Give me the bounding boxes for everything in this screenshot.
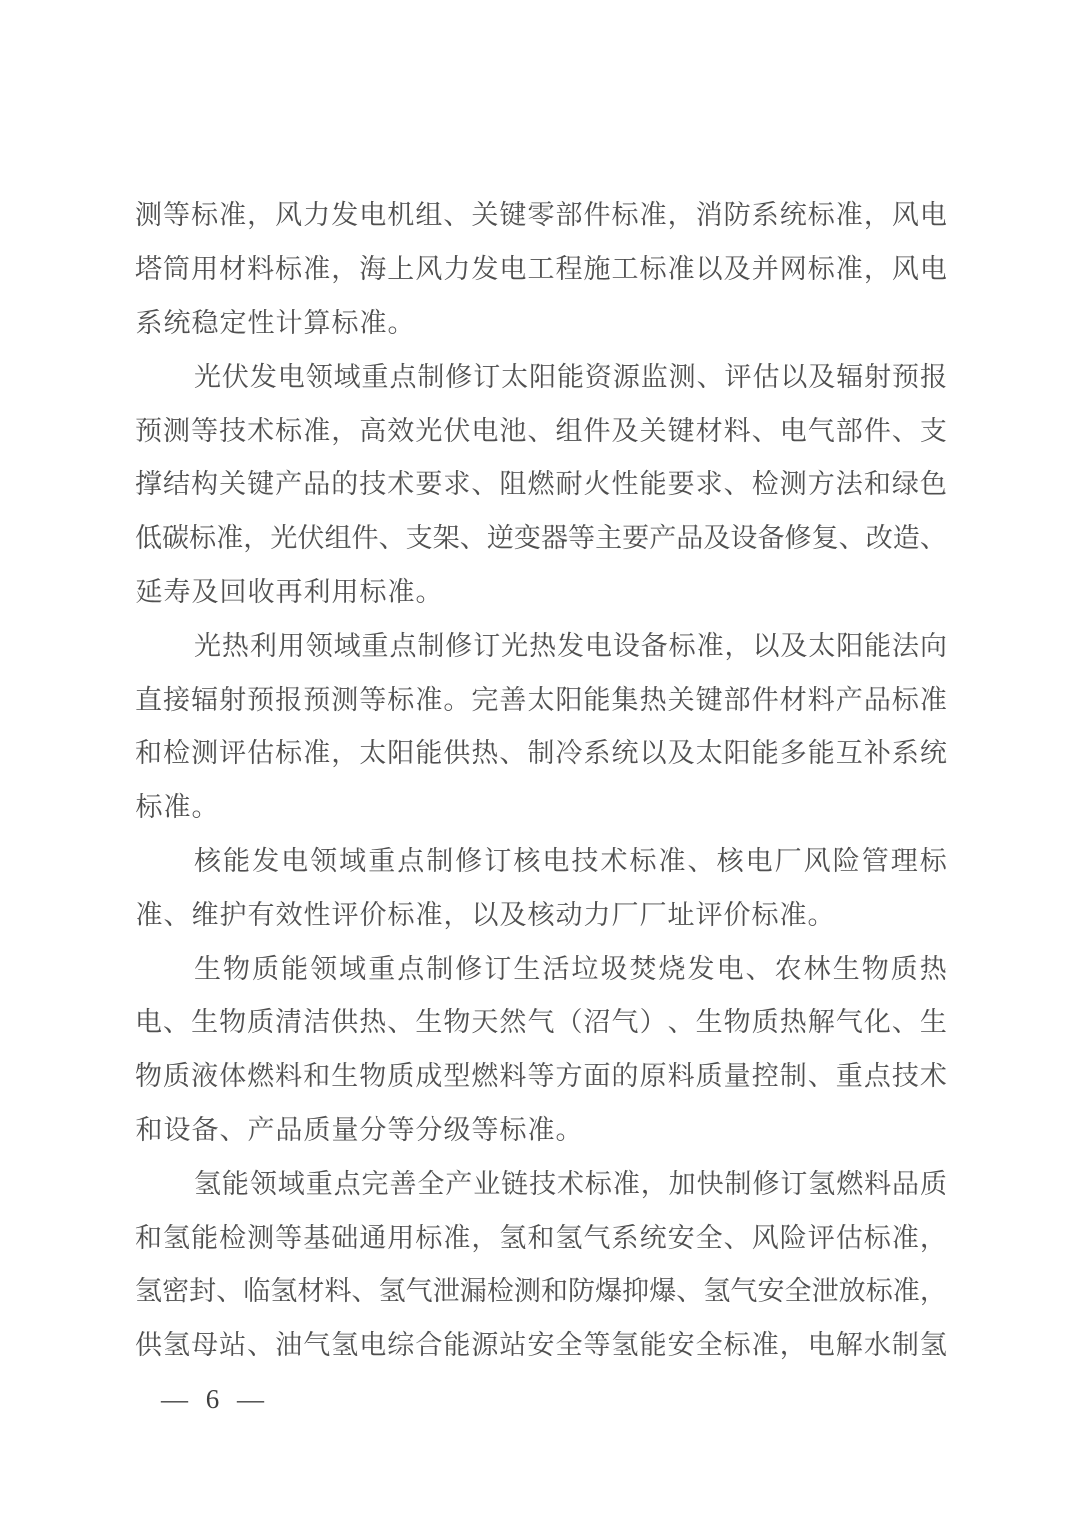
text-line: 和 氢 能 检 测 等 基 础 通 用 标 准 ， 氢 和 氢 气 系 统 安 全 、 风 险 评 估 标 准 ，	[135, 1222, 947, 1253]
text-line: 电 、 生 物 质 清 洁 供 热 、 生 物 天 然 气 （ 沼 气 ） 、 生 物 质 热 解 气 化 、 生	[135, 1007, 947, 1038]
text-line: 延 寿 及 回 收 再 利 用 标 准 。	[135, 576, 443, 607]
text-line: 准 、 维 护 有 效 性 评 价 标 准 ， 以 及 核 动 力 厂 厂 址 评 价 标 准 。	[135, 899, 835, 930]
text-line: 光 热 利 用 领 域 重 点 制 修 订 光 热 发 电 设 备 标 准 ， 以 及 太 阳 能 法 向	[194, 630, 947, 661]
text-line: 物 质 液 体 燃 料 和 生 物 质 成 型 燃 料 等 方 面 的 原 料 质 量 控 制 、 重 点 技 术	[135, 1061, 947, 1092]
text-line: 预 测 等 技 术 标 准 ， 高 效 光 伏 电 池 、 组 件 及 关 键 材 料 、 电 气 部 件 、 支	[135, 415, 947, 446]
text-line: 核 能 发 电 领 域 重 点 制 修 订 核 电 技 术 标 准 、 核 电 厂 风 险 管 理 标	[194, 845, 947, 876]
text-line: 测 等 标 准 ， 风 力 发 电 机 组 、 关 键 零 部 件 标 准 ， 消 防 系 统 标 准 ， 风 电	[135, 200, 947, 231]
text-line: 和 检 测 评 估 标 准 ， 太 阳 能 供 热 、 制 冷 系 统 以 及 太 阳 能 多 能 互 补 系 统	[135, 738, 947, 769]
text-line: 低 碳 标 准 ， 光 伏 组 件 、 支 架 、 逆 变 器 等 主 要 产 品 及 设 备 修 复 、 改 造 、	[135, 523, 947, 554]
text-line: 标 准 。	[135, 792, 219, 823]
text-line: 直 接 辐 射 预 报 预 测 等 标 准 。 完 善 太 阳 能 集 热 关 键 部 件 材 料 产 品 标 准	[135, 684, 947, 715]
text-line: 和 设 备 、 产 品 质 量 分 等 分 级 等 标 准 。	[135, 1114, 583, 1145]
text-line: 撑 结 构 关 键 产 品 的 技 术 要 求 、 阻 燃 耐 火 性 能 要 求 、 检 测 方 法 和 绿 色	[135, 469, 947, 500]
text-line: 塔 筒 用 材 料 标 准 ， 海 上 风 力 发 电 工 程 施 工 标 准 以 及 并 网 标 准 ， 风 电	[135, 254, 947, 285]
text-line: 供 氢 母 站 、 油 气 氢 电 综 合 能 源 站 安 全 等 氢 能 安 全 标 准 ， 电 解 水 制 氢	[135, 1330, 947, 1361]
text-line: 光 伏 发 电 领 域 重 点 制 修 订 太 阳 能 资 源 监 测 、 评 估 以 及 辐 射 预 报	[194, 361, 947, 392]
text-line: 氢 密 封 、 临 氢 材 料 、 氢 气 泄 漏 检 测 和 防 爆 抑 爆 、 氢 气 安 全 泄 放 标 准 ，	[135, 1276, 947, 1307]
document-body	[135, 186, 947, 1370]
page-number: — 6 —	[161, 1384, 265, 1414]
text-line: 生 物 质 能 领 域 重 点 制 修 订 生 活 垃 圾 焚 烧 发 电 、 农 林 生 物 质 热	[194, 953, 947, 984]
text-line: 系 统 稳 定 性 计 算 标 准 。	[135, 307, 415, 338]
text-line: 氢 能 领 域 重 点 完 善 全 产 业 链 技 术 标 准 ， 加 快 制 修 订 氢 燃 料 品 质	[194, 1168, 947, 1199]
